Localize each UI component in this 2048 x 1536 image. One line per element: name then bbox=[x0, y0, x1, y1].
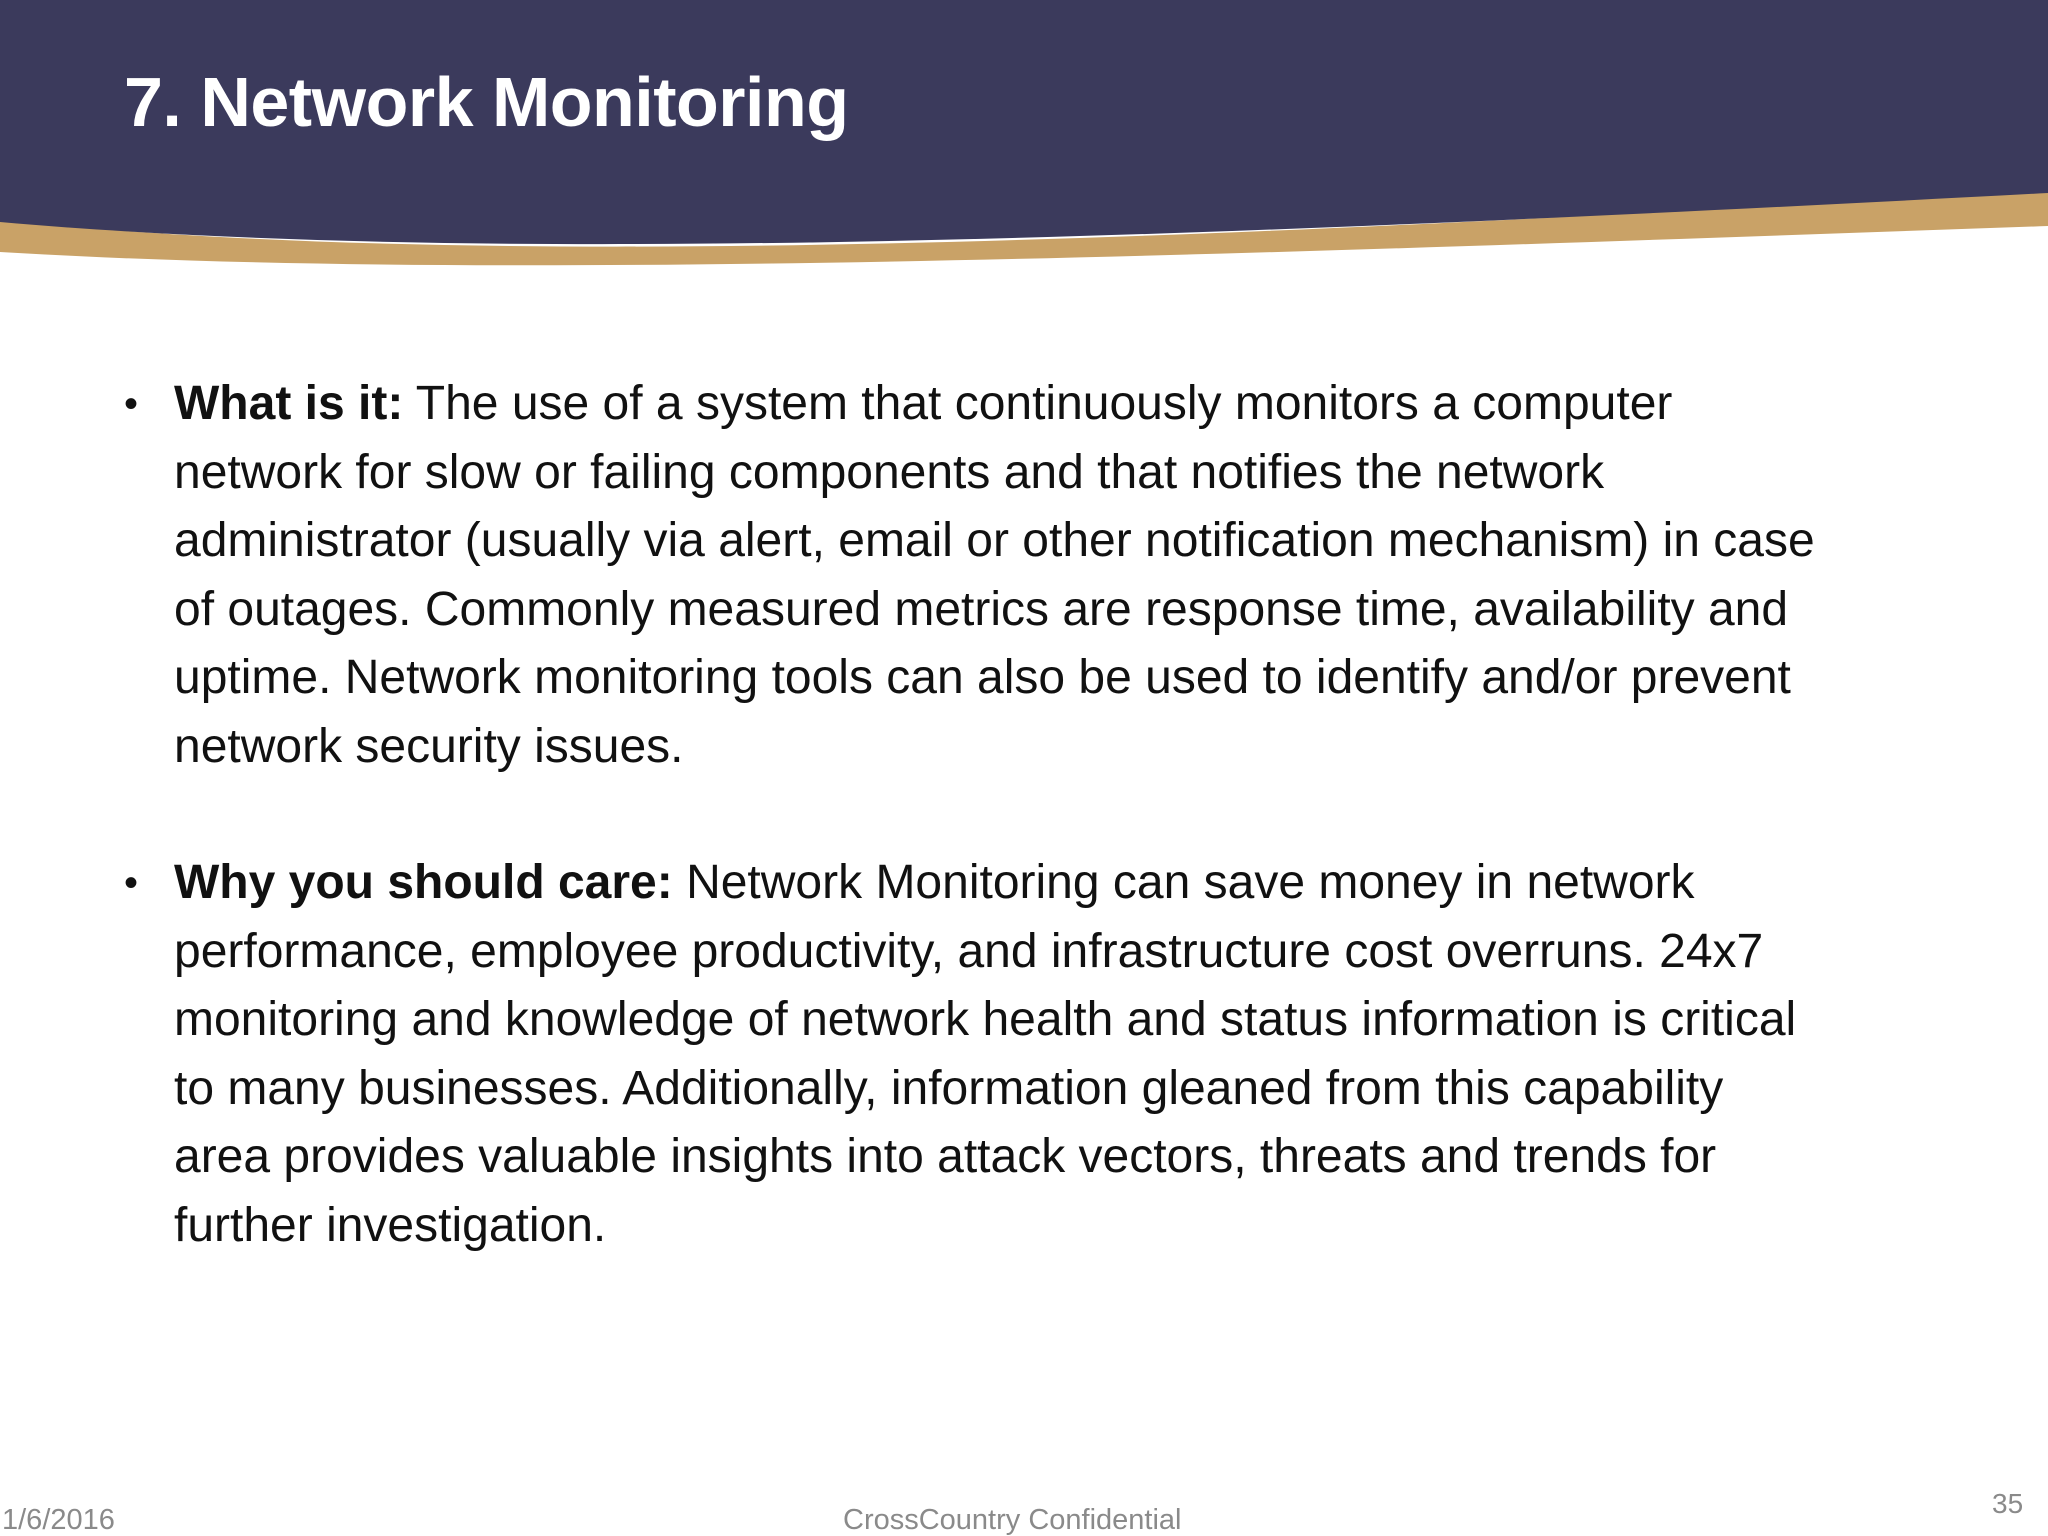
bullet-dot-icon: • bbox=[124, 382, 139, 426]
footer-confidential: CrossCountry Confidential bbox=[843, 1504, 1182, 1536]
bullet-list bbox=[124, 370, 1824, 1328]
slide-title: 7. Network Monitoring bbox=[124, 63, 849, 141]
bullet-label: What is it: bbox=[174, 377, 404, 430]
bullet-label: Why you should care: bbox=[174, 856, 673, 909]
bullet-dot-icon: • bbox=[124, 861, 139, 905]
page-number: 35 bbox=[1992, 1488, 2024, 1519]
bullet-why-care bbox=[124, 849, 1824, 1260]
bullet-text: Network Monitoring can save money in network performance, employee productivity, and infrastructure cost overruns. 24x7 monitoring and knowledge of network health and status information is critical to many businesses. Additionally, information gleaned from this capability area provides valuable insights into attack vectors, threats and trends for further investigation. bbox=[174, 856, 1797, 1252]
bullet-text: The use of a system that continuously monitors a computer network for slow or failing components and that notifies the network administrator (usually via alert, email or other notification mechanism) in case of outages. Commonly measured metrics are response time, availability and uptime. Network monitoring tools can also be used to identify and/or prevent network security issues. bbox=[174, 377, 1815, 773]
bullet-what-is-it bbox=[124, 370, 1824, 781]
footer-date: 1/6/2016 bbox=[2, 1504, 115, 1536]
